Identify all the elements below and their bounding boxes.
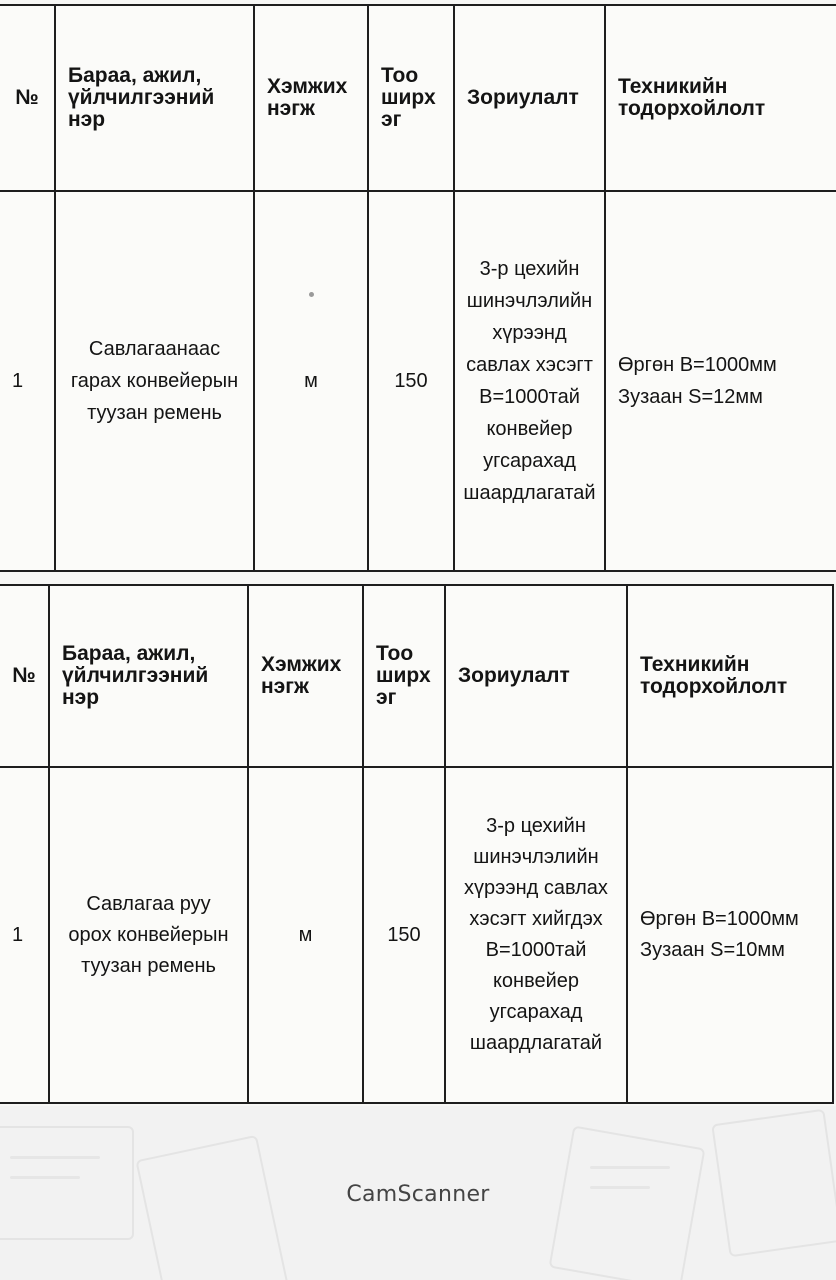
background-doc-icon [135, 1135, 288, 1280]
row-item-name: Савлагаанаас гарах конвейерын туузан ремень [55, 191, 254, 571]
row-technical-spec: Өргөн В=1000мм Зузаан S=12мм [605, 191, 836, 571]
header-number: № [0, 5, 55, 191]
header-technical-spec: Техникийн тодорхойлолт [627, 585, 833, 767]
table-header-row [0, 585, 833, 767]
row-unit: м [248, 767, 363, 1103]
header-technical-spec: Техникийн тодорхойлолт [605, 5, 836, 191]
row-technical-spec: Өргөн В=1000мм Зузаан S=10мм [627, 767, 833, 1103]
row-purpose: 3-р цехийн шинэчлэлийн хүрээнд савлах хэсэгт В=1000тай конвейер угсарахад шаардлагатай [454, 191, 605, 571]
camscanner-watermark: CamScanner [346, 1182, 490, 1207]
row-quantity: 150 [368, 191, 454, 571]
row-quantity: 150 [363, 767, 445, 1103]
header-purpose: Зориулалт [445, 585, 627, 767]
scan-speck [309, 292, 314, 297]
background-doc-line [10, 1156, 100, 1159]
row-number: 1 [0, 191, 55, 571]
row-purpose: 3-р цехийн шинэчлэлийн хүрээнд савлах хэсэгт хийгдэх В=1000тай конвейер угсарахад шаардлагатай [445, 767, 627, 1103]
header-quantity: Тоо ширх эг [368, 5, 454, 191]
row-item-name: Савлагаа руу орох конвейерын туузан ремень [49, 767, 248, 1103]
header-quantity: Тоо ширх эг [363, 585, 445, 767]
header-number: № [0, 585, 49, 767]
background-doc-line [590, 1166, 670, 1169]
header-unit: Хэмжих нэгж [254, 5, 368, 191]
row-number: 1 [0, 767, 49, 1103]
table-row [0, 767, 833, 1103]
specification-table-1 [0, 4, 836, 572]
header-purpose: Зориулалт [454, 5, 605, 191]
header-unit: Хэмжих нэгж [248, 585, 363, 767]
row-unit: м [254, 191, 368, 571]
scanner-footer [0, 1106, 836, 1280]
header-item-name: Бараа, ажил, үйлчилгээний нэр [49, 585, 248, 767]
table-header-row [0, 5, 836, 191]
background-doc-line [10, 1176, 80, 1179]
specification-table-2 [0, 584, 834, 1104]
table-row [0, 191, 836, 571]
header-item-name: Бараа, ажил, үйлчилгээний нэр [55, 5, 254, 191]
